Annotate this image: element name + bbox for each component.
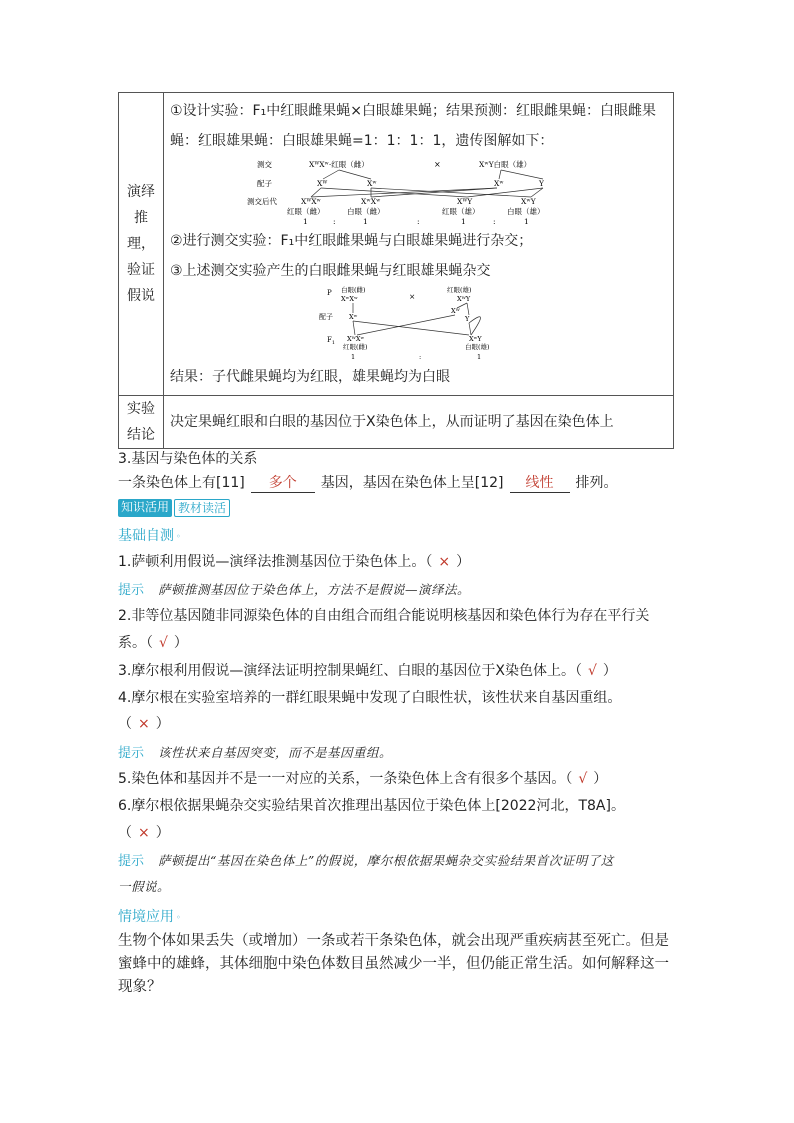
tag-textbook: 教材读活 [174, 499, 230, 517]
offspring-1-genotype: XᵂXʷ [346, 335, 364, 343]
label-line: 验证 [127, 262, 155, 278]
answer-11: 多个 [251, 472, 315, 493]
offspring-1-phenotype: 红眼(雌) [342, 343, 368, 351]
question-3: 3.摩尔根利用假说—演绎法证明控制果蝇红、白眼的基因位于X染色体上。（ √ ） [118, 663, 617, 679]
ratio-right: 1 [476, 353, 481, 361]
question-1: 1.萨顿利用假说—演绎法推测基因位于染色体上。（ × ） [118, 554, 471, 570]
ratio: 1 [362, 217, 368, 226]
offspring: XᵂXʷ [300, 197, 321, 206]
label-p: P [326, 289, 332, 297]
cross-lines [311, 170, 543, 197]
ratio-colon: : [418, 353, 421, 361]
male-genotype: XᵂY [456, 295, 470, 303]
label-line: 演绎 [127, 184, 155, 200]
gamete: Xʷ [366, 179, 377, 188]
offspring: XʷY [520, 197, 536, 206]
conclusion-text [164, 396, 674, 449]
ratio: 1 [460, 217, 466, 226]
female-parent: XᵂXʷ·红眼（雌） [308, 160, 369, 169]
mark-cross: × [138, 716, 150, 732]
phenotype: 红眼（雄） [441, 207, 479, 216]
testcross-diagram [239, 156, 599, 226]
design-line-2: 蝇：红眼雄果蝇：白眼雄果蝇=1：1：1：1，遗传图解如下： [170, 133, 554, 149]
hint-6: 提示 萨顿提出“基因在染色体上”的假说，摩尔根依据果蝇杂交实验结果首次证明了这 [118, 853, 614, 869]
self-test-heading: 基础自测 ◦ [118, 528, 181, 544]
conclusion-line: 决定果蝇红眼和白眼的基因位于X染色体上，从而证明了基因在染色体上 [170, 414, 614, 430]
mark-check: √ [587, 663, 597, 679]
offspring-2-phenotype: 白眼(雄) [464, 343, 490, 351]
mark-cross: × [138, 825, 150, 841]
question-5: 5.染色体和基因并不是一一对应的关系，一条染色体上含有很多个基因。（ √ ） [118, 771, 608, 787]
row-label-conclusion [119, 396, 164, 449]
offspring: XʷXʷ [360, 197, 380, 206]
female-genotype: XʷXʷ [340, 295, 358, 303]
question-2: 2.非等位基因随非同源染色体的自由组合而组合能说明核基因和染色体行为存在平行关 [118, 608, 650, 624]
cross-symbol: × [433, 160, 441, 169]
tag-group [118, 499, 230, 517]
cross-symbol: × [408, 292, 415, 301]
testcross-step: ②进行测交实验：F₁中红眼雌果蝇与白眼雄果蝇进行杂交； [170, 233, 533, 249]
mark-cross: × [438, 554, 451, 570]
blank-middle: 基因，基因在染色体上呈[12] [320, 475, 504, 491]
tag-knowledge: 知识活用 [118, 499, 172, 517]
phenotype: 白眼（雄） [506, 207, 544, 216]
question-6-cont: （ × ） [118, 825, 170, 841]
ratio: : [492, 217, 496, 226]
label-line: 推 [134, 210, 148, 226]
offspring-2-genotype: XʷY [468, 335, 482, 343]
further-cross-step: ③上述测交实验产生的白眼雌果蝇与红眼雄果蝇杂交 [170, 263, 491, 279]
ratio: : [332, 217, 336, 226]
section-title: 3.基因与染色体的关系 [118, 451, 258, 467]
phenotype: 白眼（雌） [346, 207, 384, 216]
gamete-male-x: Xᵂ [450, 307, 460, 315]
female-phenotype: 白眼(雌) [340, 286, 366, 294]
answer-12: 线性 [510, 472, 570, 493]
ratio-left: 1 [350, 353, 355, 361]
mark-check: √ [578, 771, 588, 787]
phenotype: 红眼（雌） [286, 207, 324, 216]
label-line: 假说 [127, 288, 155, 304]
application-heading: 情境应用 ◦ [118, 909, 181, 925]
question-2-cont: 系。（ √ ） [118, 635, 188, 651]
experiment-table [118, 92, 674, 449]
question-4-cont: （ × ） [118, 716, 170, 732]
label-offspring: 测交后代 [246, 197, 277, 206]
blank-prefix: 一条染色体上有[11] [118, 475, 245, 491]
cross-lines [353, 303, 481, 335]
label-f1: $F_1$ [326, 336, 335, 346]
application-text: 生物个体如果丢失（或增加）一条或若干条染色体，就会出现严重疾病甚至死亡。但是蜜蜂中的雄蜂，其体细胞中染色体数目虽然减少一半，但仍能正常生活。如何解释这一现象？ [118, 933, 669, 995]
ratio: 1 [302, 217, 308, 226]
mark-check: √ [159, 635, 168, 651]
design-line-1: ①设计实验：F₁中红眼雌果蝇×白眼雄果蝇；结果预测：红眼雌果蝇：白眼雌果 [170, 103, 656, 119]
gamete-male-y: Y [464, 315, 469, 323]
ratio: : [416, 217, 420, 226]
label-gamete: 配子 [318, 313, 333, 321]
label-line: 理， [127, 236, 155, 252]
result-line: 结果：子代雌果蝇均为红眼，雄果蝇均为白眼 [170, 369, 450, 385]
male-phenotype: 红眼(雄) [446, 286, 472, 294]
label-line: 结论 [127, 427, 155, 443]
table-row [119, 93, 674, 396]
blank-suffix: 排列。 [575, 475, 618, 491]
fill-blank-line [118, 472, 618, 493]
row-content-deduction [164, 93, 674, 396]
question-6: 6.摩尔根依据果蝇杂交实验结果首次推理出基因位于染色体上[2022河北，T8A]。 [118, 798, 625, 814]
label-line: 实验 [127, 401, 155, 417]
gamete-female: Xʷ [348, 313, 357, 321]
hint-1: 提示 萨顿推测基因位于染色体上，方法不是假说—演绎法。 [118, 582, 471, 598]
white-female-red-male-diagram [319, 286, 519, 362]
hint-6-cont: 一假说。 [118, 879, 171, 894]
male-parent: XʷY白眼（雄） [478, 160, 531, 169]
gamete: Xʷ [493, 179, 504, 188]
row-label-deduction [119, 93, 164, 396]
offspring: XᵂY [456, 197, 472, 206]
label-gamete: 配子 [256, 179, 272, 188]
label-testcross: 测交 [256, 160, 272, 169]
ratio: 1 [523, 217, 529, 226]
gamete: Y [538, 179, 544, 188]
table-row [119, 396, 674, 449]
question-4: 4.摩尔根在实验室培养的一群红眼果蝇中发现了白眼性状，该性状来自基因重组。 [118, 690, 622, 706]
hint-4: 提示 该性状来自基因突变，而不是基因重组。 [118, 745, 393, 761]
gamete: Xᵂ [316, 179, 327, 188]
